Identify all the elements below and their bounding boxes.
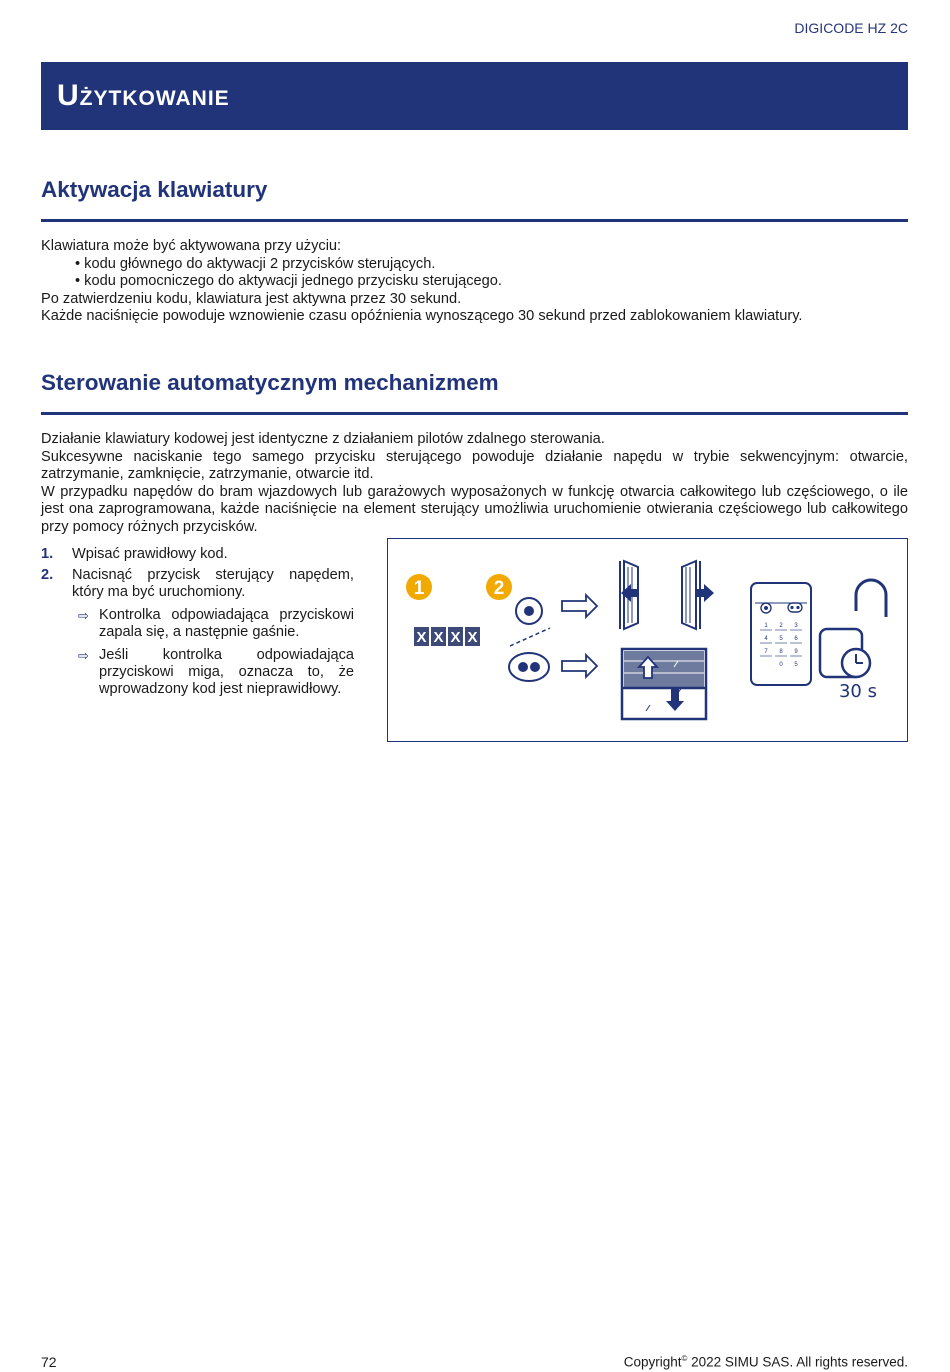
copyright-notice — [624, 1354, 908, 1370]
copyright-prefix: Copyright — [623, 1354, 682, 1370]
document-code: DIGICODE HZ 2C — [794, 20, 908, 36]
garage-door-icon — [622, 649, 706, 719]
operation-illustration — [387, 538, 908, 742]
svg-text:7: 7 — [764, 649, 768, 655]
section1-body — [41, 238, 908, 326]
section-title-automatic-control: Sterowanie automatycznym mechanizmem — [41, 370, 499, 395]
step-number: 1. — [41, 546, 54, 562]
section-rule — [41, 412, 908, 415]
section-rule — [41, 219, 908, 222]
single-button-icon — [516, 598, 542, 624]
step-number: 2. — [41, 567, 54, 583]
timer-label: 30 s — [838, 681, 878, 702]
step-text: Nacisnąć przycisk sterujący napędem, który ma być uruchomiony. — [72, 567, 354, 600]
svg-text:2: 2 — [779, 623, 783, 629]
dashed-connector — [510, 628, 550, 646]
svg-text:5: 5 — [779, 636, 783, 642]
result-text: Kontrolka odpowiadająca przyciskowi zapala się, a następnie gaśnie. — [99, 607, 354, 640]
instruction-steps — [41, 546, 354, 698]
result-text: Jeśli kontrolka odpowiadająca przyciskowi miga, oznacza to, że wprowadzony kod jest nieprawidłowy. — [99, 647, 354, 697]
body-text: Po zatwierdzeniu kodu, klawiatura jest aktywna przez 30 sekund. — [41, 290, 462, 307]
svg-text:X: X — [416, 629, 427, 646]
svg-text:X: X — [467, 629, 478, 646]
arrow-right-icon — [562, 655, 597, 677]
gate-right-leaf-icon — [682, 561, 714, 629]
illustration-svg — [388, 539, 907, 741]
copyright-rest: 2022 SIMU SAS. All rights reserved. — [687, 1354, 908, 1370]
hollow-arrow-icon: ⇨ — [78, 648, 89, 663]
copyright-mark: © — [681, 1354, 688, 1363]
bullet-item: • kodu pomocniczego do aktywacji jednego przycisku sterującego. — [75, 273, 502, 289]
step-text: Wpisać prawidłowy kod. — [72, 546, 228, 562]
svg-text:1: 1 — [764, 623, 768, 629]
code-entry-icon — [414, 627, 480, 646]
result-item — [78, 647, 354, 698]
arrow-right-icon — [562, 595, 597, 617]
body-text: Sukcesywne naciskanie tego samego przycisku sterującego powoduje działanie napędu w trybie sekwencyjnym: otwarcie, zatrzymanie, zamknięcie, zatrzymanie, otwarcie itd. — [41, 448, 908, 482]
result-item — [78, 607, 354, 641]
step-1-badge — [406, 574, 432, 600]
svg-text:4: 4 — [764, 636, 768, 642]
svg-text:0: 0 — [779, 662, 783, 668]
svg-text:3: 3 — [794, 623, 798, 629]
page-number: 72 — [41, 1354, 57, 1370]
section-title-keypad-activation: Aktywacja klawiatury — [41, 177, 268, 202]
body-text: Każde naciśnięcie powoduje wznowienie czasu opóźnienia wynoszącego 30 sekund przed zablokowaniem klawiatury. — [41, 308, 803, 324]
chapter-banner — [41, 62, 908, 130]
double-button-icon — [509, 653, 549, 681]
svg-text:5: 5 — [794, 662, 798, 668]
section2-body — [41, 431, 908, 536]
clock-icon — [842, 649, 870, 677]
svg-text:X: X — [450, 629, 461, 646]
gate-left-leaf-icon — [620, 561, 639, 629]
intro-text: Klawiatura może być aktywowana przy użyciu: — [41, 238, 342, 254]
body-text: Działanie klawiatury kodowej jest identyczne z działaniem pilotów zdalnego sterowania. — [41, 431, 605, 447]
badge-2-label: 2 — [493, 578, 505, 599]
svg-text:8: 8 — [779, 649, 783, 655]
step-item — [41, 546, 354, 563]
svg-text:X: X — [433, 629, 444, 646]
svg-text:9: 9 — [794, 649, 798, 655]
badge-1-label: 1 — [413, 578, 425, 599]
body-text: W przypadku napędów do bram wjazdowych lub garażowych wyposażonych w funkcję otwarcia całkowitego lub częściowego, o ile jest ona zaprogramowana, każde naciśnięcie na element sterujący umożliwia uruchomienie otwierania częściowego lub całkowitego przy pomocy różnych przycisków. — [41, 483, 908, 535]
keypad-device-icon — [751, 583, 811, 685]
svg-text:6: 6 — [794, 636, 798, 642]
chapter-title: Użytkowanie — [57, 79, 230, 112]
hollow-arrow-icon: ⇨ — [78, 608, 89, 623]
step-2-badge — [486, 574, 512, 600]
step-item — [41, 567, 354, 601]
bullet-item: • kodu głównego do aktywacji 2 przycisków sterujących. — [75, 255, 436, 272]
